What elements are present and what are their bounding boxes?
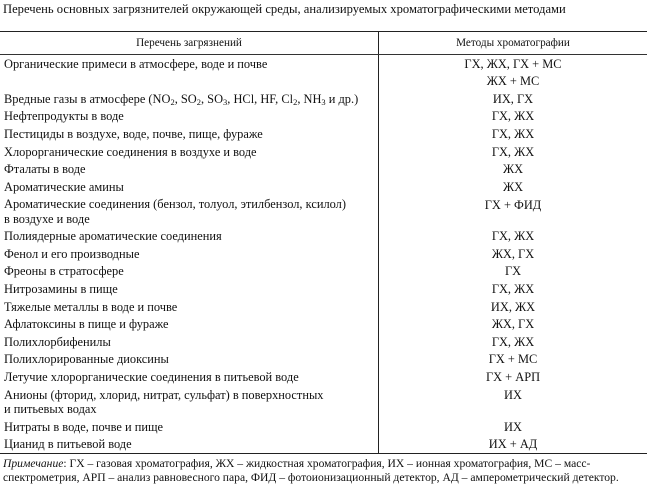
pollutant-cell: Нитраты в воде, почве и пище	[0, 418, 379, 436]
table-row	[0, 281, 647, 299]
pollutant-cell: Нефтепродукты в воде	[0, 108, 379, 126]
table-row	[0, 161, 647, 179]
table-header-row	[0, 32, 647, 55]
pollutant-cell	[0, 73, 379, 91]
methods-cell: ЖХ, ГХ	[491, 317, 535, 332]
pollutant-cell: Ароматические амины	[0, 178, 379, 196]
methods-cell: ИХ + АД	[379, 436, 648, 454]
table-row	[0, 418, 647, 436]
methods-cell: ИХ, ГХ	[492, 91, 534, 106]
methods-cell: ЖХ + МС	[486, 74, 540, 89]
table-row	[0, 298, 647, 316]
methods-cell: ГХ, ЖХ	[491, 126, 535, 141]
pollutant-cell: Ароматические соединения (бензол, толуол, этилбензол, ксилол) в воздухе и воде	[0, 196, 379, 228]
pollutant-cell: Полиядерные ароматические соединения	[0, 228, 379, 246]
methods-cell: ИХ	[504, 388, 522, 403]
methods-cell: ГХ, ЖХ	[491, 144, 535, 159]
table-row	[0, 351, 647, 369]
table-row	[0, 178, 647, 196]
methods-cell: ГХ, ЖХ	[491, 334, 535, 349]
pollutant-cell: Пестициды в воздухе, воде, почве, пище, фураже	[0, 125, 379, 143]
pollutant-cell: Вредные газы в атмосфере ($NO_2$, $SO_2$, $SO_3$, HCl, HF, $Cl_2$, $NH_3$ и др.)	[0, 90, 379, 108]
table-row	[0, 73, 647, 91]
methods-cell: ГХ + ФИД	[484, 197, 542, 212]
methods-cell: ИХ	[504, 419, 522, 434]
pollutant-cell: Нитрозамины в пище	[0, 281, 379, 299]
pollutant-cell: Фреоны в стратосфере	[0, 263, 379, 281]
table-row	[0, 143, 647, 161]
pollutant-cell: Фенол и его производные	[0, 245, 379, 263]
table-row	[0, 245, 647, 263]
header-pollutants: Перечень загрязнений	[0, 32, 379, 55]
note-text: : ГХ – газовая хроматография, ЖХ – жидкостная хроматография, ИХ – ионная хроматография, МС – масс-спектрометрия, АРП – анализ равновесного пара, ФИД – фотоионизационный детектор, АД – амперометрический детектор.	[3, 457, 619, 484]
methods-cell: ИХ, ЖХ	[490, 299, 536, 314]
methods-cell: ГХ, ЖХ	[491, 229, 535, 244]
pollutant-cell: Хлорорганические соединения в воздухе и воде	[0, 143, 379, 161]
methods-cell: ЖХ	[502, 179, 524, 194]
table-row	[0, 125, 647, 143]
pollutant-cell: Афлатоксины в пище и фураже	[0, 316, 379, 334]
table-row	[0, 108, 647, 126]
table-row	[0, 228, 647, 246]
table-row	[0, 386, 647, 418]
pollutant-cell: Полихлорированные диоксины	[0, 351, 379, 369]
table-row	[0, 90, 647, 108]
table-row	[0, 316, 647, 334]
table-row	[0, 436, 647, 454]
table-row	[0, 369, 647, 387]
pollutant-cell: Тяжелые металлы в воде и почве	[0, 298, 379, 316]
pollutant-cell: Летучие хлорорганические соединения в питьевой воде	[0, 369, 379, 387]
methods-cell: ЖХ	[502, 162, 524, 177]
pollutant-cell: Полихлорбифенилы	[0, 333, 379, 351]
methods-cell: ГХ	[504, 264, 522, 279]
methods-cell: ЖХ, ГХ	[491, 246, 535, 261]
methods-cell: ГХ + МС	[488, 352, 538, 367]
pollutant-cell: Анионы (фторид, хлорид, нитрат, сульфат) в поверхностных и питьевых водах	[0, 386, 379, 418]
pollutant-cell: Цианид в питьевой воде	[0, 436, 379, 454]
methods-cell: ГХ, ЖХ, ГХ + МС	[464, 56, 562, 71]
methods-cell: ГХ + АРП	[485, 370, 541, 385]
table-row	[0, 196, 647, 228]
pollutant-cell: Фталаты в воде	[0, 161, 379, 179]
table-row	[0, 55, 647, 73]
header-methods: Методы хроматографии	[379, 32, 648, 55]
table-row	[0, 333, 647, 351]
methods-cell: ГХ, ЖХ	[491, 109, 535, 124]
methods-cell: ГХ, ЖХ	[491, 282, 535, 297]
pollutants-table	[0, 31, 647, 454]
table-note	[3, 457, 647, 485]
pollutant-cell: Органические примеси в атмосфере, воде и почве	[0, 55, 379, 73]
table-row	[0, 263, 647, 281]
table-title: Перечень основных загрязнителей окружающей среды, анализируемых хроматографическими методами	[3, 2, 566, 16]
note-label: Примечание	[3, 457, 64, 470]
